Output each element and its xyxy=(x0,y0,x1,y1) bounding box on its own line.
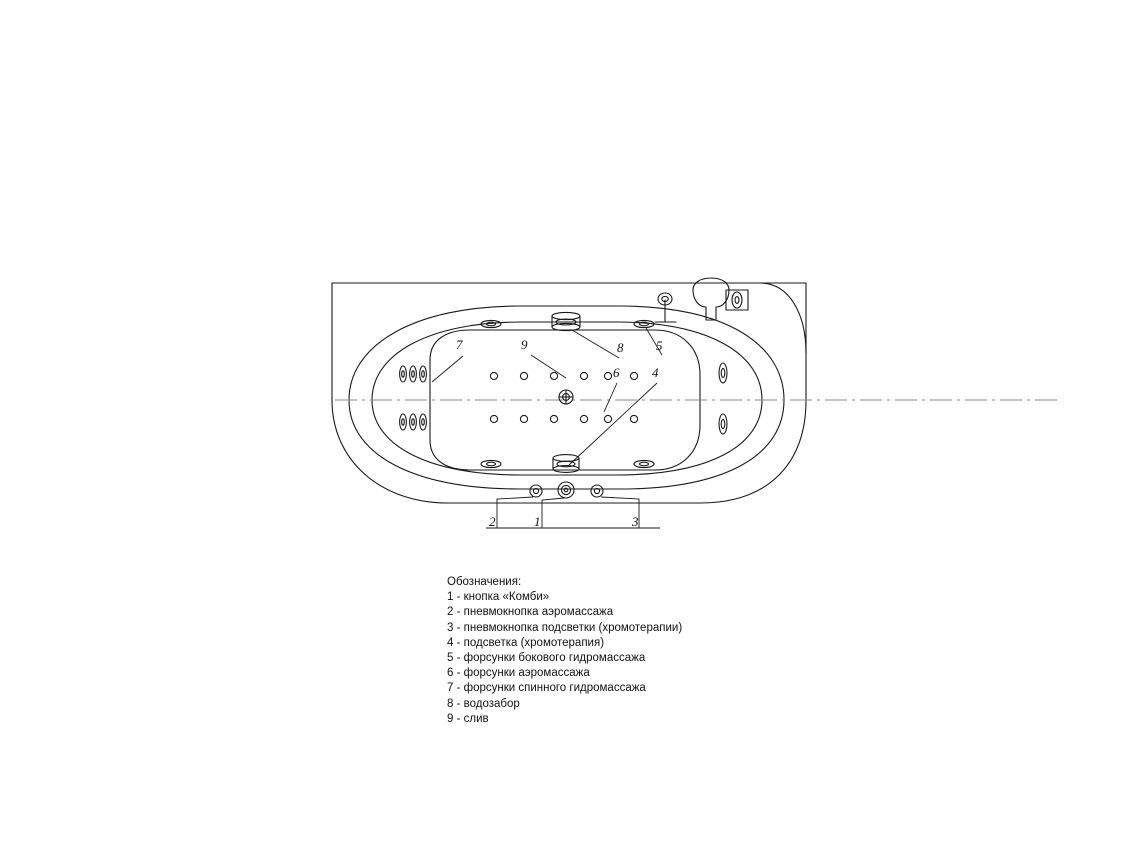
aero-jet-bottom-5 xyxy=(604,415,611,422)
callout-label-9: 9 xyxy=(521,337,528,352)
callout-label-4: 4 xyxy=(652,365,659,380)
leader-6 xyxy=(604,383,617,412)
side-jet-rim-3 xyxy=(481,460,501,467)
callout-label-6: 6 xyxy=(613,365,620,380)
tub-outer-body xyxy=(332,353,806,503)
back-jet-1-inner xyxy=(402,371,405,377)
leader-9 xyxy=(531,355,566,378)
aero-jet-bottom-3 xyxy=(550,415,557,422)
legend xyxy=(447,575,682,727)
aero-jet-top-2 xyxy=(520,372,527,379)
leader-7 xyxy=(432,356,463,382)
side-jet-rim-3-inner xyxy=(487,462,496,466)
faucet-spout-stem xyxy=(655,300,676,322)
leader-8 xyxy=(572,330,619,358)
legend-item-6: 6 - форсунки аэромассажа xyxy=(447,667,590,680)
legend-item-5: 5 - форсунки бокового гидромассажа xyxy=(447,652,646,665)
legend-item-1: 1 - кнопка «Комби» xyxy=(447,591,550,604)
legend-item-4: 4 - подсветка (хромотерапия) xyxy=(447,636,605,649)
aero-jet-bottom-1 xyxy=(490,415,497,422)
aero-jet-bottom-2 xyxy=(520,415,527,422)
aero-jet-top-3 xyxy=(550,372,557,379)
combi-button-mid xyxy=(561,485,570,494)
legend-title: Обозначения: xyxy=(447,576,522,588)
legend-item-7: 7 - форсунки спинного гидромассажа xyxy=(447,682,646,695)
faucet-handle xyxy=(732,292,742,308)
aero-jet-bottom-4 xyxy=(580,415,587,422)
legend-item-3: 3 - пневмокнопка подсветки (хромотерапии) xyxy=(447,621,683,634)
side-jet-right-1-inner xyxy=(721,369,725,378)
side-jet-rim-4 xyxy=(634,460,654,467)
leader-1 xyxy=(542,498,564,510)
back-jet-1 xyxy=(400,366,407,382)
faucet-handle-inner xyxy=(735,297,739,304)
side-jet-rim-2-inner xyxy=(640,322,649,326)
aero-jet-bottom-6 xyxy=(630,415,637,422)
pneumo-button-light xyxy=(591,485,603,497)
back-jet-5-inner xyxy=(412,419,415,425)
leader-4 xyxy=(569,383,657,465)
back-jet-4 xyxy=(400,414,407,430)
callout-label-1: 1 xyxy=(534,514,541,529)
side-jet-right-2 xyxy=(719,414,727,434)
faucet-body xyxy=(693,278,729,320)
side-jet-right-1 xyxy=(719,363,727,383)
drain-assembly-outer xyxy=(553,455,579,462)
aero-jet-top-5 xyxy=(604,372,611,379)
tub-outer-frame-top xyxy=(332,283,806,353)
aero-jet-top-1 xyxy=(490,372,497,379)
back-jet-6 xyxy=(420,414,427,430)
aero-jet-top-6 xyxy=(630,372,637,379)
pneumo-button-aero xyxy=(530,485,542,497)
side-jet-rim-4-inner xyxy=(640,462,649,466)
back-jet-6-inner xyxy=(422,419,425,425)
side-jet-right-2-inner xyxy=(721,420,725,429)
legend-item-2: 2 - пневмокнопка аэромассажа xyxy=(447,606,614,619)
callout-label-5: 5 xyxy=(656,338,663,353)
back-jet-2-inner xyxy=(412,371,415,377)
callout-label-3: 3 xyxy=(632,514,639,529)
back-jet-2 xyxy=(410,366,417,382)
aero-jet-top-4 xyxy=(580,372,587,379)
back-jet-4-inner xyxy=(402,419,405,425)
back-jet-5 xyxy=(410,414,417,430)
combi-button-inner xyxy=(564,488,568,492)
callout-label-7: 7 xyxy=(456,337,463,352)
legend-item-9: 9 - слив xyxy=(447,712,489,725)
callout-label-8: 8 xyxy=(617,340,624,355)
back-jet-3-inner xyxy=(422,371,425,377)
callout-label-2: 2 xyxy=(489,514,496,529)
legend-item-8: 8 - водозабор xyxy=(447,697,520,710)
back-jet-3 xyxy=(420,366,427,382)
combi-button xyxy=(558,482,574,498)
tub-outer-corner xyxy=(760,283,806,353)
